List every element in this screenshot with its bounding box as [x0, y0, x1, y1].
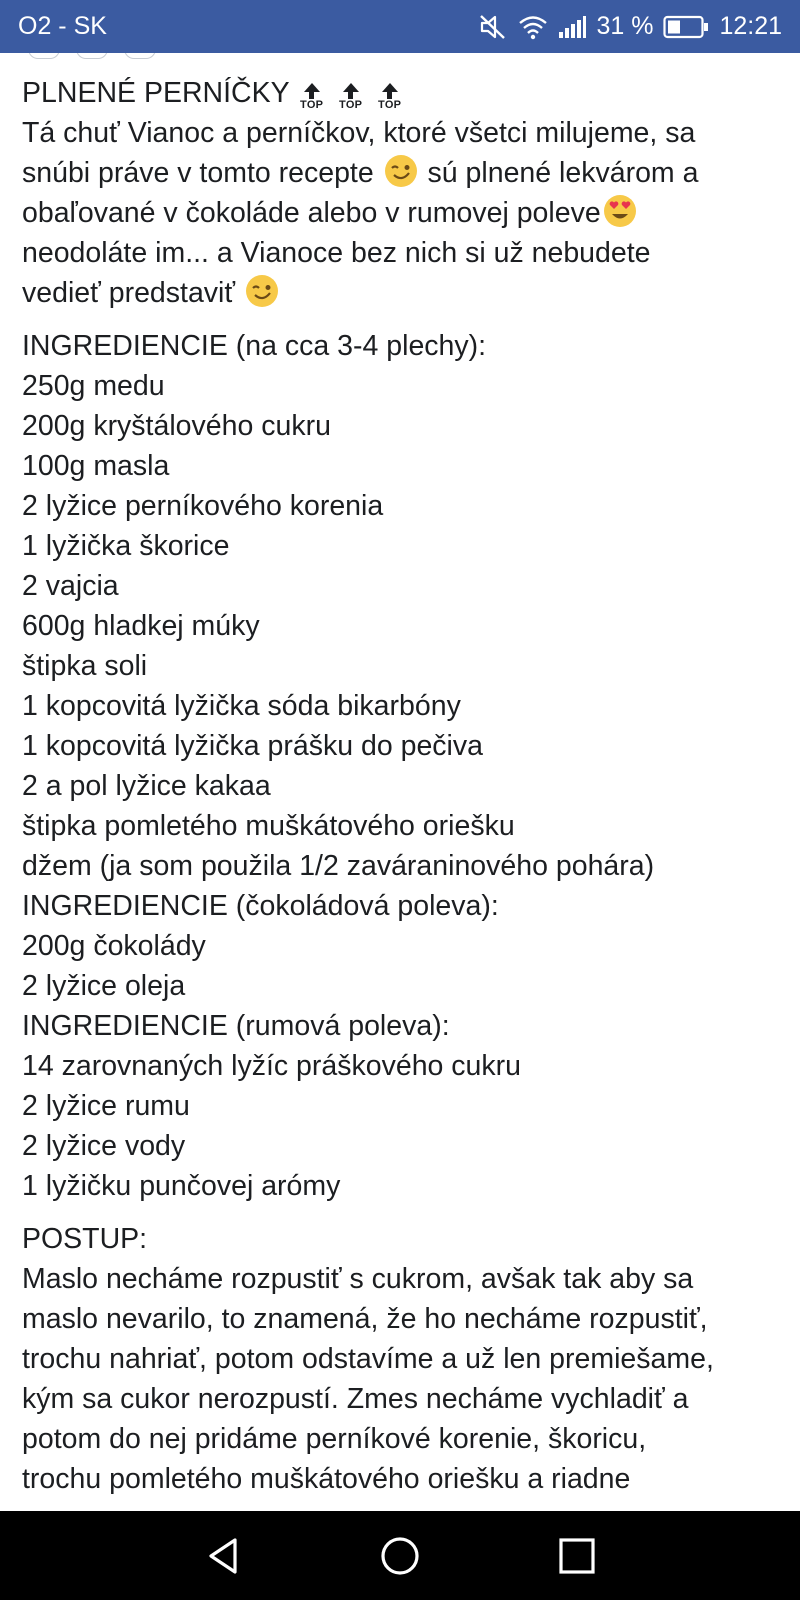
ingredient-line: 14 zarovnaných lyžíc práškového cukru — [22, 1050, 522, 1082]
procedure-line: trochu pomletého muškátového oriešku a riadne — [22, 1463, 631, 1495]
reaction-peek-item — [124, 53, 156, 59]
post-title-line — [22, 73, 782, 113]
system-navigation-bar — [0, 1511, 800, 1600]
ingredient-line: 1 lyžička škorice — [22, 530, 230, 562]
procedure-block — [22, 1219, 782, 1499]
top-arrow-icon — [334, 83, 368, 111]
top-arrow-icon — [295, 83, 329, 111]
ingredient-line: štipka pomletého muškátového oriešku — [22, 810, 515, 842]
procedure-line: trochu nahriať, potom odstavíme a už len premiešame, — [22, 1343, 714, 1375]
ingredient-line: 2 lyžice perníkového korenia — [22, 490, 384, 522]
ingredient-line: 1 kopcovitá lyžička prášku do pečiva — [22, 730, 483, 762]
ingredients-block — [22, 326, 782, 1206]
recents-square-icon — [558, 1537, 596, 1575]
battery-percent: 31 % — [596, 12, 654, 40]
intro-text: vedieť predstaviť — [22, 277, 236, 309]
intro-text: sú plnené lekvárom a — [427, 157, 699, 189]
post-text — [22, 73, 782, 1511]
status-icons — [478, 12, 782, 41]
carrier-name: O2 - SK — [18, 12, 107, 40]
post-title: PLNENÉ PERNÍČKY — [22, 77, 290, 109]
mute-icon — [478, 13, 508, 41]
ingredient-line: 2 lyžice rumu — [22, 1090, 190, 1122]
reaction-strip-peek — [28, 53, 156, 61]
ingredient-line: INGREDIENCIE (na cca 3-4 plechy): — [22, 330, 487, 362]
reaction-peek-item — [76, 53, 108, 59]
ingredient-line: 2 lyžice vody — [22, 1130, 186, 1162]
recents-button[interactable] — [517, 1511, 637, 1600]
ingredient-line: INGREDIENCIE (rumová poleva): — [22, 1010, 450, 1042]
ingredient-line: 1 kopcovitá lyžička sóda bikarbóny — [22, 690, 461, 722]
wifi-icon — [518, 14, 548, 40]
top-arrow-icon — [373, 83, 407, 111]
intro-text: snúbi práve v tomto recepte — [22, 157, 374, 189]
procedure-line: maslo nevarilo, to znamená, že ho necháme rozpustiť, — [22, 1303, 708, 1335]
ingredient-line: 2 vajcia — [22, 570, 119, 602]
intro-block — [22, 73, 782, 313]
signal-icon — [558, 15, 586, 39]
ingredient-line: 1 lyžičku punčovej arómy — [22, 1170, 341, 1202]
ingredient-line: 2 a pol lyžice kakaa — [22, 770, 271, 802]
home-button[interactable] — [340, 1511, 460, 1600]
ingredient-line: 2 lyžice oleja — [22, 970, 186, 1002]
post-content-area[interactable] — [0, 53, 800, 1511]
ingredient-line: 600g hladkej múky — [22, 610, 260, 642]
procedure-line: Maslo necháme rozpustiť s cukrom, avšak tak aby sa — [22, 1263, 694, 1295]
ingredient-line: 200g kryštálového cukru — [22, 410, 331, 442]
top-badge-label: TOP — [378, 99, 402, 111]
status-bar — [0, 0, 800, 53]
intro-line — [22, 153, 782, 193]
procedure-line: kým sa cukor nerozpustí. Zmes necháme vychladiť a — [22, 1383, 689, 1415]
ingredient-line: štipka soli — [22, 650, 148, 682]
back-triangle-icon — [204, 1536, 244, 1576]
procedure-line: potom do nej pridáme perníkové korenie, škoricu, — [22, 1423, 647, 1455]
intro-line: Tá chuť Vianoc a perníčkov, ktoré všetci milujeme, sa — [22, 117, 696, 149]
battery-icon — [663, 14, 709, 40]
ingredient-line: 200g čokolády — [22, 930, 206, 962]
wink-emoji-icon — [384, 154, 418, 188]
reaction-peek-item — [28, 53, 60, 59]
ingredient-line: džem (ja som použila 1/2 zaváraninového pohára) — [22, 850, 655, 882]
procedure-line: POSTUP: — [22, 1223, 148, 1255]
ingredient-line: INGREDIENCIE (čokoládová poleva): — [22, 890, 499, 922]
top-badge-label: TOP — [339, 99, 363, 111]
clock: 12:21 — [719, 12, 782, 40]
ingredient-line: 100g masla — [22, 450, 170, 482]
ingredient-line: 250g medu — [22, 370, 165, 402]
intro-line — [22, 193, 782, 233]
intro-line: neodoláte im... a Vianoce bez nich si už nebudete — [22, 237, 651, 269]
intro-line — [22, 273, 782, 313]
heart-eyes-emoji-icon — [603, 194, 637, 228]
intro-text: obaľované v čokoláde alebo v rumovej poleve — [22, 197, 601, 229]
wink-emoji-icon — [245, 274, 279, 308]
home-circle-icon — [379, 1535, 421, 1577]
top-badge-label: TOP — [300, 99, 324, 111]
back-button[interactable] — [164, 1511, 284, 1600]
